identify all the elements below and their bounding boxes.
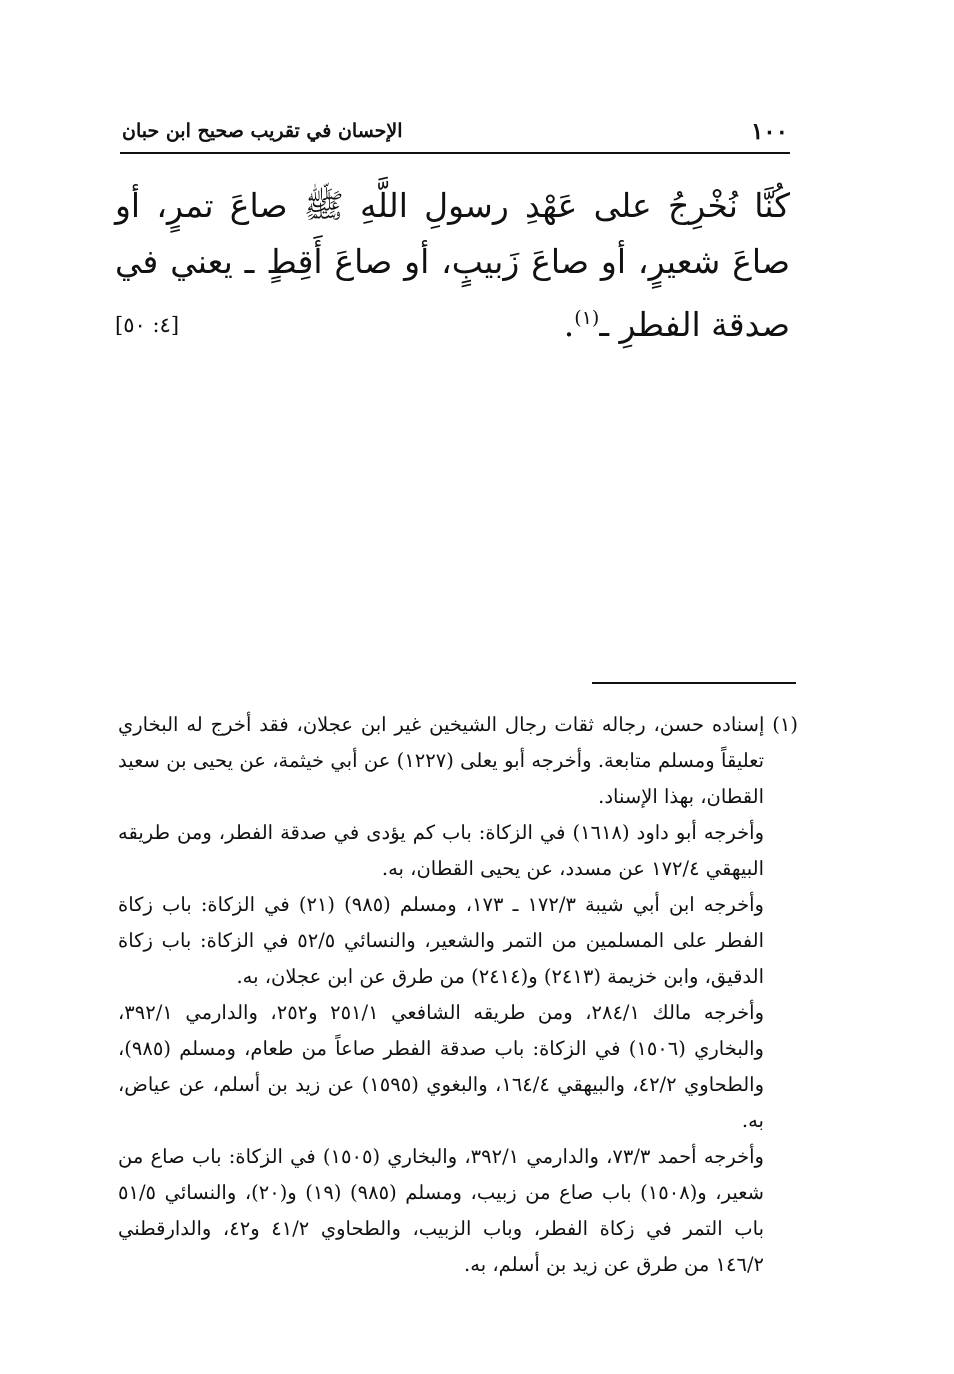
footnote-paragraph: وأخرجه ابن أبي شيبة ١٧٢/٣ ـ ١٧٣، ومسلم (٩٨٥) (٢١) في الزكاة: باب زكاة الفطر على المسلمين من التمر والشعير، والنسائي ٥٢/٥ في الزكاة: باب زكاة الدقيق، وابن خزيمة (٢٤١٣) و(٢٤١٤) من طرق عن ابن عجلان، به. — [118, 893, 764, 988]
page-number: ١٠٠ — [750, 118, 788, 145]
hadith-end-mark: . — [563, 305, 575, 344]
hadith-body: كُنَّا نُخْرِجُ على عَهْدِ رسولِ اللَّهِ ﷺ صاعَ تمرٍ، أو صاعَ شعيرٍ، أو صاعَ زَبيبٍ، أو صاعَ أَقِطٍ ـ يعني في صدقة الفطرِ ـ — [115, 186, 790, 344]
footnote-paragraph: وأخرجه أبو داود (١٦١٨) في الزكاة: باب كم يؤدى في صدقة الفطر، ومن طريقه البيهقي ١٧٢/٤ عن مسدد، عن يحيى القطان، به. — [118, 821, 764, 880]
book-title: الإحسان في تقريب صحيح ابن حبان — [122, 120, 403, 142]
hadith-text — [115, 178, 790, 353]
footnote-paragraph: وأخرجه مالك ٢٨٤/١، ومن طريقه الشافعي ٢٥١/١ و٢٥٢، والدارمي ٣٩٢/١، والبخاري (١٥٠٦) في الزكاة: باب صدقة الفطر صاعاً من طعام، ومسلم (٩٨٥)، والطحاوي ٤٢/٢، والبيهقي ١٦٤/٤، والبغوي (١٥٩٥) عن زيد بن أسلم، عن عياض، به. — [118, 1001, 765, 1132]
footnote-separator — [592, 682, 796, 684]
running-header — [120, 112, 790, 154]
footnote-paragraph: (١) إسناده حسن، رجاله ثقات رجال الشيخين غير ابن عجلان، فقد أخرج له البخاري تعليقاً ومسلم متابعة. وأخرجه أبو يعلى (١٢٢٧) عن أبي خيثمة، عن يحيى بن سعيد القطان، بهذا الإسناد. — [118, 713, 798, 808]
volume-reference: [٤: ٥٠] — [115, 313, 180, 337]
footnotes-section — [118, 707, 798, 1283]
footnote-paragraph: وأخرجه أحمد ٧٣/٣، والدارمي ٣٩٢/١، والبخاري (١٥٠٥) في الزكاة: باب صاع من شعير، و(١٥٠٨) باب صاع من زبيب، ومسلم (٩٨٥) (١٩) و(٢٠)، والنسائي ٥١/٥ باب التمر في زكاة الفطر، وباب الزبيب، والطحاوي ٤١/٢ و٤٢، والدارقطني ١٤٦/٢ من طرق عن زيد بن أسلم، به. — [118, 1145, 765, 1276]
footnote-marker: (١) — [574, 307, 600, 329]
